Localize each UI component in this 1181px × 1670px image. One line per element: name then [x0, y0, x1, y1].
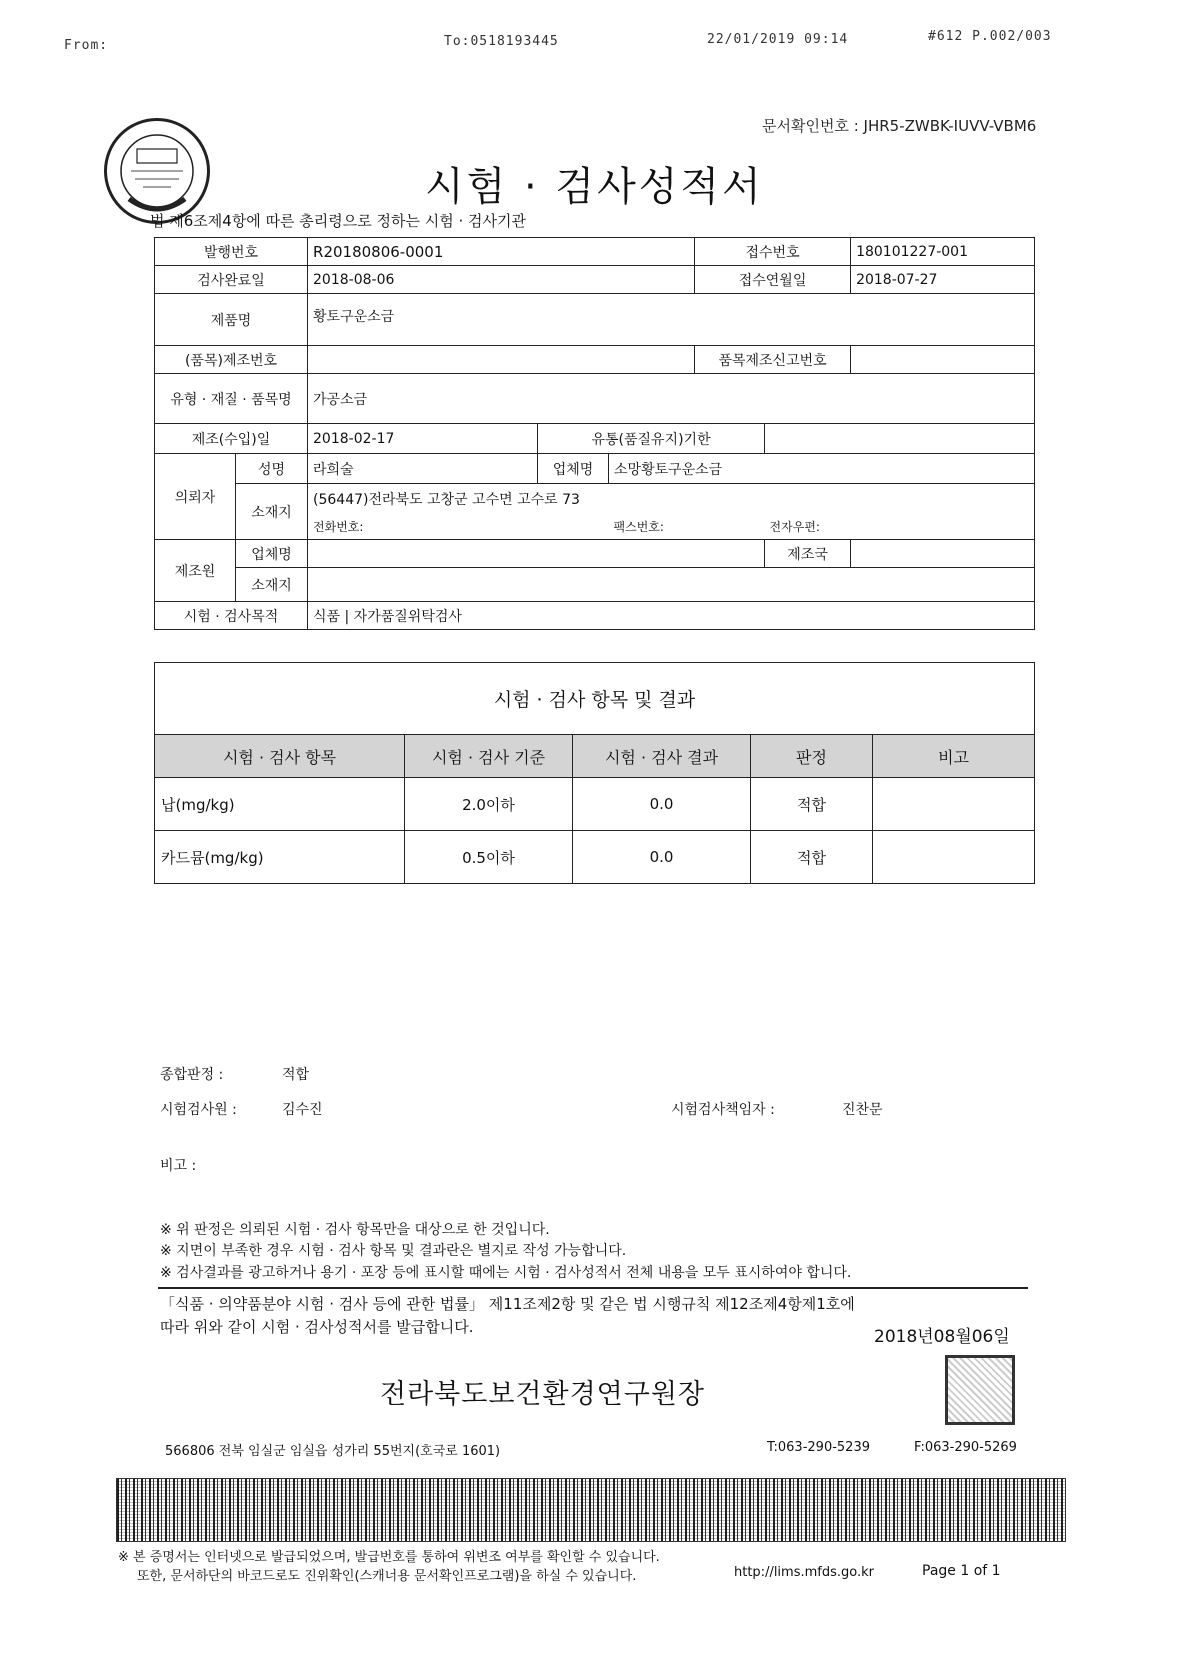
type-label: 유형 · 재질 · 품목명	[155, 374, 308, 424]
expiry-value	[765, 424, 1035, 454]
result-item: 카드뮴(mg/kg)	[155, 831, 405, 884]
maker-country-label: 제조국	[765, 540, 851, 568]
legal-line-2: 따라 위와 같이 시험 · 검사성적서를 발급합니다.	[160, 1318, 474, 1336]
stamp-seal-icon	[107, 121, 207, 221]
verification-barcode	[116, 1478, 1066, 1542]
mfg-report-value	[851, 346, 1035, 374]
maker-country-value	[851, 540, 1035, 568]
product-value: 황토구운소금	[308, 294, 1035, 346]
result-note	[873, 778, 1035, 831]
result-item: 납(mg/kg)	[155, 778, 405, 831]
receipt-date-value: 2018-07-27	[851, 266, 1035, 294]
maker-company-value	[308, 540, 765, 568]
manager-value: 진찬문	[842, 1102, 883, 1118]
client-address-value: (56447)전라북도 고창군 고수면 고수로 73	[308, 484, 1035, 514]
client-name-label: 성명	[236, 454, 308, 484]
header-note: 비고	[873, 735, 1035, 778]
bottom-note-2: 또한, 문서하단의 바코드로도 진위확인(스캐너용 문서확인프로그램)을 하실 수 있습니다.	[137, 1569, 637, 1584]
result-note	[873, 831, 1035, 884]
mfg-date-label: 제조(수입)일	[155, 424, 308, 454]
purpose-value: 식품 | 자가품질위탁검사	[308, 602, 1035, 630]
receipt-no-label: 접수번호	[695, 238, 851, 266]
result-judgment: 적합	[751, 831, 873, 884]
maker-address-value	[308, 568, 1035, 602]
client-email-label: 전자우편:	[765, 514, 1035, 540]
issuer-name: 전라북도보건환경연구원장	[380, 1379, 705, 1410]
lims-url-link[interactable]: http://lims.mfds.go.kr	[734, 1565, 874, 1580]
mfg-no-label: (품목)제조번호	[155, 346, 308, 374]
issue-date: 2018년08월06일	[874, 1327, 1010, 1347]
fax-from: From:	[64, 38, 109, 53]
header-item: 시험 · 검사 항목	[155, 735, 405, 778]
info-table	[154, 237, 1035, 630]
header-judgment: 판정	[751, 735, 873, 778]
overall-value: 적합	[282, 1067, 310, 1083]
remarks-label: 비고 :	[160, 1158, 197, 1174]
mfg-no-value	[308, 346, 695, 374]
document-subtitle: 법 제6조제4항에 따른 총리령으로 정하는 시험 · 검사기관	[150, 212, 527, 230]
result-standard: 2.0이하	[405, 778, 573, 831]
fax-page: #612 P.002/003	[928, 29, 1052, 44]
footer-fax: F:063-290-5269	[914, 1440, 1017, 1455]
purpose-label: 시험 · 검사목적	[155, 602, 308, 630]
result-standard: 0.5이하	[405, 831, 573, 884]
client-name-value: 라희술	[308, 454, 538, 484]
result-value: 0.0	[573, 778, 751, 831]
mfg-date-value: 2018-02-17	[308, 424, 538, 454]
table-row	[155, 831, 1035, 884]
official-seal-stamp	[945, 1355, 1015, 1425]
results-table	[154, 662, 1035, 884]
complete-date-label: 검사완료일	[155, 266, 308, 294]
client-fax-label: 팩스번호:	[609, 514, 765, 540]
expiry-label: 유통(품질유지)기한	[538, 424, 765, 454]
manager-label: 시험검사책임자 :	[671, 1102, 775, 1118]
document-title: 시험 · 검사성적서	[425, 164, 764, 210]
client-company-label: 업체명	[538, 454, 609, 484]
type-value: 가공소금	[308, 374, 1035, 424]
footer-tel: T:063-290-5239	[767, 1440, 870, 1455]
maker-label: 제조원	[155, 540, 236, 602]
complete-date-value: 2018-08-06	[308, 266, 695, 294]
divider	[158, 1287, 1028, 1289]
note-2: ※ 지면이 부족한 경우 시험 · 검사 항목 및 결과란은 별지로 작성 가능합니다.	[160, 1243, 627, 1259]
authenticity-stamp	[104, 118, 210, 224]
legal-line-1: 「식품 · 의약품분야 시험 · 검사 등에 관한 법률」 제11조제2항 및 같은 법 시행규칙 제12조제4항제1호에	[160, 1295, 855, 1313]
mfg-report-label: 품목제조신고번호	[695, 346, 851, 374]
inspector-label: 시험검사원 :	[160, 1102, 237, 1118]
result-judgment: 적합	[751, 778, 873, 831]
doc-confirm-number: 문서확인번호 : JHR5-ZWBK-IUVV-VBM6	[762, 117, 1037, 135]
table-row	[155, 778, 1035, 831]
client-label: 의뢰자	[155, 454, 236, 540]
footer-address: 566806 전북 임실군 임실읍 성가리 55번지(호국로 1601)	[165, 1444, 501, 1459]
page-info: Page 1 of 1	[922, 1563, 1001, 1579]
note-3: ※ 검사결과를 광고하거나 용기 · 포장 등에 표시할 때에는 시험 · 검사성적서 전체 내용을 모두 표시하여야 합니다.	[160, 1265, 852, 1281]
overall-label: 종합판정 :	[160, 1067, 224, 1083]
header-standard: 시험 · 검사 기준	[405, 735, 573, 778]
bottom-note-1: ※ 본 증명서는 인터넷으로 발급되었으며, 발급번호를 통하여 위변조 여부를 확인할 수 있습니다.	[118, 1550, 660, 1565]
issue-no-label: 발행번호	[155, 238, 308, 266]
issue-no-value: R20180806-0001	[308, 238, 695, 266]
results-title: 시험 · 검사 항목 및 결과	[155, 663, 1035, 735]
fax-to: To:0518193445	[444, 34, 559, 49]
client-phone-label: 전화번호:	[308, 514, 609, 540]
maker-company-label: 업체명	[236, 540, 308, 568]
maker-address-label: 소재지	[236, 568, 308, 602]
product-label: 제품명	[155, 294, 308, 346]
client-address-label: 소재지	[236, 484, 308, 540]
inspector-value: 김수진	[282, 1102, 323, 1118]
receipt-date-label: 접수연월일	[695, 266, 851, 294]
note-1: ※ 위 판정은 의뢰된 시험 · 검사 항목만을 대상으로 한 것입니다.	[160, 1222, 550, 1238]
receipt-no-value: 180101227-001	[851, 238, 1035, 266]
client-company-value: 소망황토구운소금	[609, 454, 1035, 484]
fax-datetime: 22/01/2019 09:14	[707, 32, 849, 47]
result-value: 0.0	[573, 831, 751, 884]
header-result: 시험 · 검사 결과	[573, 735, 751, 778]
